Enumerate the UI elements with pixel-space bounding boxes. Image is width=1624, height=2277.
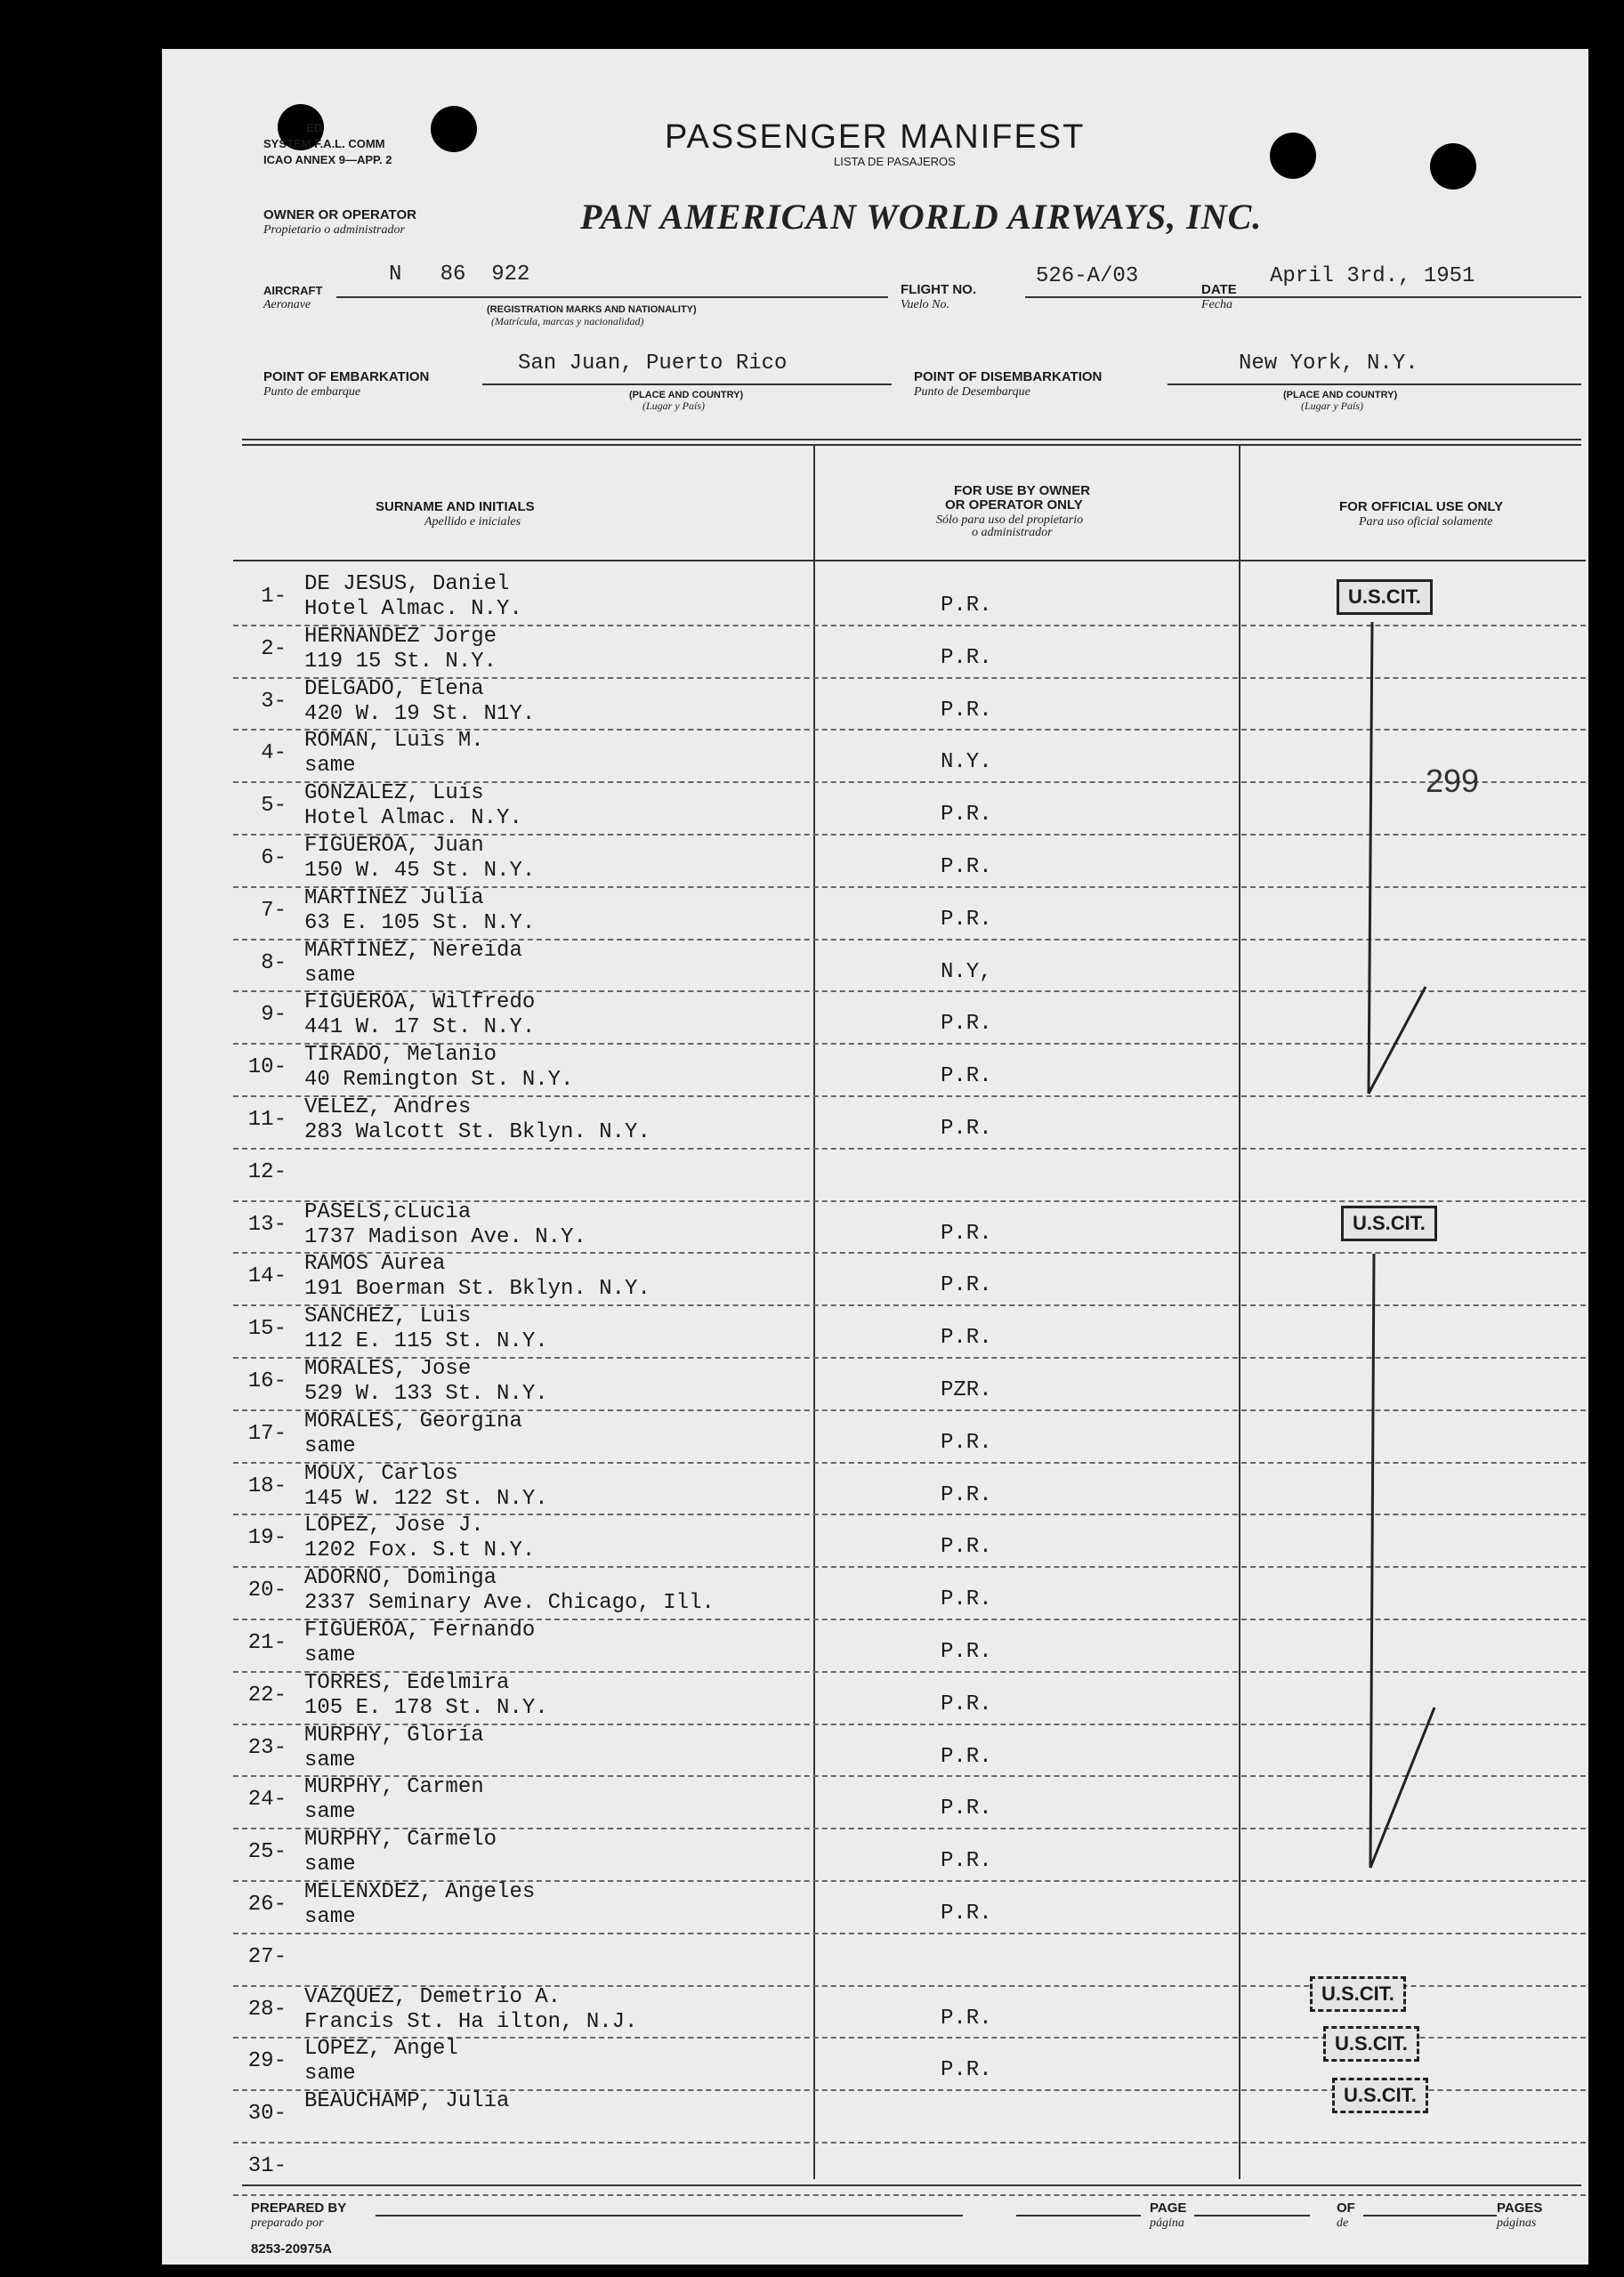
us-cit-stamp-4: U.S.CIT.: [1323, 2026, 1419, 2062]
row-number: 30-: [247, 2102, 287, 2127]
embark-value: San Juan, Puerto Rico: [518, 351, 788, 375]
row-number: 13-: [247, 1212, 287, 1237]
col-header-surname: SURNAME AND INITIALS: [376, 499, 535, 514]
passenger-name: MARTINEZ Julia: [304, 885, 484, 910]
passenger-name: MORALES, Georgina: [304, 1409, 522, 1433]
operator-code: P.R.: [941, 645, 992, 670]
passenger-address: Hotel Almac. N.Y.: [304, 806, 522, 831]
operator-code: P.R.: [941, 2006, 992, 2031]
owner-label: OWNER OR OPERATOR: [263, 207, 416, 222]
disembark-underline: [1168, 384, 1581, 385]
passenger-name: SANCHEZ, Luis: [304, 1304, 472, 1329]
prepared-label-es: preparado por: [251, 2216, 324, 2230]
row-number: 20-: [247, 1579, 287, 1603]
us-cit-stamp-2: U.S.CIT.: [1341, 1206, 1437, 1241]
row-number: 15-: [247, 1317, 287, 1342]
passenger-address: same: [304, 754, 356, 779]
form-ref-1: ED: [306, 121, 323, 134]
passenger-name: FIGUEROA, Fernando: [304, 1619, 536, 1643]
date-underline: [1243, 296, 1581, 298]
row-number: 21-: [247, 1631, 287, 1655]
operator-code: P.R.: [941, 1430, 992, 1455]
passenger-name: FIGUEROA, Juan: [304, 834, 484, 858]
passenger-address: same: [304, 1433, 356, 1458]
passenger-name: HERNANDEZ Jorge: [304, 624, 497, 649]
row-number: 31-: [247, 2154, 287, 2178]
row-number: 3-: [261, 689, 287, 714]
passenger-name: RAMOS Aurea: [304, 1252, 446, 1277]
col-header-official: FOR OFFICIAL USE ONLY: [1339, 499, 1504, 514]
operator-code: P.R.: [941, 907, 992, 932]
page-label: PAGE: [1150, 2200, 1187, 2216]
passenger-address: 191 Boerman St. Bklyn. N.Y.: [304, 1277, 650, 1302]
operator-code: P.R.: [941, 803, 992, 828]
col-header-official-es: Para uso oficial solamente: [1359, 515, 1493, 529]
of-label-es: de: [1337, 2216, 1349, 2230]
passenger-address: 1202 Fox. S.t N.Y.: [304, 1538, 536, 1563]
official-count: 299: [1426, 763, 1480, 799]
table-row: [233, 1880, 1586, 1934]
row-number: 10-: [247, 1055, 287, 1080]
passenger-address: same: [304, 963, 356, 988]
punch-hole-right-2: [1430, 143, 1476, 190]
pages-label-es: páginas: [1497, 2216, 1537, 2230]
flight-label-es: Vuelo No.: [901, 298, 949, 311]
date-label-es: Fecha: [1201, 298, 1232, 311]
col-header-owner-2: OR OPERATOR ONLY: [945, 497, 1083, 513]
passenger-address: same: [304, 1748, 356, 1772]
operator-code: P.R.: [941, 1117, 992, 1141]
embark-place-sub-es: (Lugar y País): [642, 400, 705, 412]
embark-underline: [482, 384, 892, 385]
page-label-es: página: [1150, 2216, 1184, 2230]
date-value: April 3rd., 1951: [1270, 264, 1475, 288]
col-header-owner-es1: Sólo para uso del propietario: [936, 513, 1084, 527]
passenger-address: same: [304, 1905, 356, 1929]
aircraft-sub: (REGISTRATION MARKS AND NATIONALITY): [487, 304, 697, 315]
embark-label: POINT OF EMBARKATION: [263, 369, 430, 384]
table-row: [233, 1148, 1586, 1202]
operator-code: P.R.: [941, 1326, 992, 1351]
passenger-name: VELEZ, Andres: [304, 1095, 472, 1119]
aircraft-underline: [336, 296, 888, 298]
operator-code: P.R.: [941, 1064, 992, 1089]
form-ref-2: SYSTEM F.A.L. COMM: [263, 137, 385, 150]
check-mark-2: [1301, 1245, 1479, 1885]
passenger-address: same: [304, 1643, 356, 1667]
operator-code: P.R.: [941, 1482, 992, 1507]
manifest-table: [233, 444, 1586, 2179]
passenger-address: 529 W. 133 St. N.Y.: [304, 1382, 548, 1406]
page-of-underline: [1194, 2215, 1310, 2216]
passenger-name: MOUX, Carlos: [304, 1461, 458, 1486]
aircraft-sub-es: (Matrícula, marcas y nacionalidad): [491, 315, 644, 327]
row-number: 26-: [247, 1893, 287, 1917]
page-subtitle: LISTA DE PASAJEROS: [834, 155, 956, 168]
passenger-name: MARTINEZ, Nereida: [304, 938, 522, 963]
passenger-address: Hotel Almac. N.Y.: [304, 597, 522, 621]
operator-code: PZR.: [941, 1378, 992, 1402]
row-number: 12-: [247, 1159, 287, 1184]
passenger-address: same: [304, 1800, 356, 1825]
disembark-place-sub-es: (Lugar y País): [1301, 400, 1363, 412]
punch-hole-left-2: [431, 106, 477, 152]
row-number: 19-: [247, 1526, 287, 1551]
passenger-name: MURPHY, Gloria: [304, 1723, 484, 1748]
punch-hole-right-1: [1270, 133, 1316, 179]
passenger-name: DELGADO, Elena: [304, 676, 484, 701]
col-header-owner-1: FOR USE BY OWNER: [954, 483, 1091, 498]
operator-code: P.R.: [941, 1797, 992, 1821]
passenger-name: TORRES, Edelmira: [304, 1670, 510, 1695]
operator-code: P.R.: [941, 1849, 992, 1874]
row-number: 16-: [247, 1369, 287, 1393]
row-number: 24-: [247, 1788, 287, 1813]
passenger-name: FIGUEROA, Wilfredo: [304, 990, 536, 1015]
operator-code: P.R.: [941, 1012, 992, 1037]
prepared-label: PREPARED BY: [251, 2200, 347, 2216]
passenger-address: 105 E. 178 St. N.Y.: [304, 1695, 548, 1720]
of-label: OF: [1337, 2200, 1355, 2216]
operator-code: P.R.: [941, 1535, 992, 1560]
row-number: 29-: [247, 2049, 287, 2074]
disembark-label: POINT OF DISEMBARKATION: [914, 369, 1103, 384]
row-number: 18-: [247, 1474, 287, 1498]
passenger-name: MELENXDEZ, Angeles: [304, 1880, 536, 1904]
passenger-name: LOPEZ, Jose J.: [304, 1514, 484, 1538]
passenger-address: 2337 Seminary Ave. Chicago, Ill.: [304, 1591, 715, 1616]
row-number: 14-: [247, 1264, 287, 1289]
aircraft-label: AIRCRAFT: [263, 284, 323, 297]
manifest-page: [162, 49, 1588, 2265]
passenger-address: 1737 Madison Ave. N.Y.: [304, 1224, 586, 1249]
passenger-address: 40 Remington St. N.Y.: [304, 1068, 574, 1093]
aircraft-label-es: Aeronave: [263, 298, 311, 311]
page-underline: [1016, 2215, 1141, 2216]
passenger-name: GONZALEZ, Luis: [304, 781, 484, 806]
passenger-address: 119 15 St. N.Y.: [304, 649, 497, 674]
passenger-address: 145 W. 122 St. N.Y.: [304, 1486, 548, 1511]
row-number: 11-: [247, 1108, 287, 1132]
row-number: 6-: [261, 846, 287, 870]
prepared-underline: [376, 2215, 963, 2216]
passenger-address: same: [304, 1853, 356, 1877]
of-underline: [1363, 2215, 1497, 2216]
table-row: [233, 2142, 1586, 2196]
row-number: 28-: [247, 1997, 287, 2022]
passenger-address: 420 W. 19 St. N1Y.: [304, 701, 536, 726]
disembark-value: New York, N.Y.: [1239, 351, 1418, 375]
passenger-address: 283 Walcott St. Bklyn. N.Y.: [304, 1120, 650, 1144]
passenger-name: BEAUCHAMP, Julia: [304, 2089, 510, 2114]
row-number: 1-: [261, 585, 287, 609]
operator-code: P.R.: [941, 2058, 992, 2083]
embark-label-es: Punto de embarque: [263, 385, 361, 399]
row-number: 8-: [261, 950, 287, 975]
footer-rule: [242, 2184, 1581, 2186]
row-number: 22-: [247, 1683, 287, 1708]
passenger-address: 63 E. 105 St. N.Y.: [304, 910, 536, 935]
disembark-place-sub: (PLACE AND COUNTRY): [1283, 390, 1398, 400]
col-header-owner-es2: o administrador: [972, 526, 1053, 539]
operator-code: P.R.: [941, 698, 992, 723]
operator-code: P.R.: [941, 1902, 992, 1926]
passenger-address: same: [304, 2062, 356, 2087]
us-cit-stamp-3: U.S.CIT.: [1310, 1976, 1406, 2012]
aircraft-value: N 86 922: [389, 262, 530, 287]
flight-value: 526-A/03: [1036, 264, 1139, 288]
operator-code: P.R.: [941, 1587, 992, 1612]
embark-place-sub: (PLACE AND COUNTRY): [629, 390, 744, 400]
row-number: 9-: [261, 1003, 287, 1028]
passenger-address: 441 W. 17 St. N.Y.: [304, 1015, 536, 1040]
operator-code: P.R.: [941, 855, 992, 879]
pages-label: PAGES: [1497, 2200, 1543, 2216]
table-header-rule: [233, 560, 1586, 561]
passenger-name: ADORNO, Dominga: [304, 1566, 497, 1591]
disembark-label-es: Punto de Desembarque: [914, 385, 1030, 399]
passenger-address: 150 W. 45 St. N.Y.: [304, 859, 536, 883]
check-mark-1: [1301, 613, 1479, 1111]
operator-code: P.R.: [941, 1273, 992, 1298]
passenger-name: LOPEZ, Angel: [304, 2037, 458, 2062]
owner-label-es: Propietario o administrador: [263, 223, 405, 237]
owner-name: PAN AMERICAN WORLD AIRWAYS, INC.: [580, 197, 1263, 237]
passenger-name: MURPHY, Carmelo: [304, 1828, 497, 1853]
passenger-address: Francis St. Ha ilton, N.J.: [304, 2009, 638, 2034]
form-number: 8253-20975A: [251, 2241, 332, 2257]
row-number: 17-: [247, 1421, 287, 1446]
operator-code: P.R.: [941, 1744, 992, 1769]
passenger-address: 112 E. 115 St. N.Y.: [304, 1329, 548, 1354]
row-number: 27-: [247, 1944, 287, 1969]
date-label: DATE: [1201, 282, 1237, 297]
us-cit-stamp-5: U.S.CIT.: [1332, 2078, 1428, 2113]
passenger-name: PASELS,cLucia: [304, 1199, 472, 1224]
passenger-name: DE JESUS, Daniel: [304, 572, 510, 596]
row-number: 5-: [261, 794, 287, 819]
operator-code: P.R.: [941, 1692, 992, 1716]
form-ref-3: ICAO ANNEX 9—APP. 2: [263, 153, 392, 166]
operator-code: P.R.: [941, 1221, 992, 1246]
row-number: 7-: [261, 898, 287, 923]
flight-label: FLIGHT NO.: [901, 282, 976, 297]
operator-code: N.Y,: [941, 959, 992, 984]
operator-code: P.R.: [941, 1640, 992, 1664]
operator-code: N.Y.: [941, 750, 992, 775]
passenger-name: TIRADO, Melanio: [304, 1043, 497, 1068]
col-header-surname-es: Apellido e iniciales: [424, 515, 521, 529]
passenger-name: ROMAN, Luis M.: [304, 729, 484, 754]
row-number: 23-: [247, 1735, 287, 1760]
passenger-name: MURPHY, Carmen: [304, 1775, 484, 1800]
operator-code: P.R.: [941, 593, 992, 618]
page-title: PASSENGER MANIFEST: [665, 118, 1086, 156]
passenger-name: MORALES, Jose: [304, 1357, 472, 1381]
us-cit-stamp-1: U.S.CIT.: [1337, 579, 1433, 615]
row-number: 2-: [261, 636, 287, 661]
passenger-name: VAZQUEZ, Demetrio A.: [304, 1984, 562, 2009]
row-number: 25-: [247, 1840, 287, 1865]
row-number: 4-: [261, 741, 287, 766]
